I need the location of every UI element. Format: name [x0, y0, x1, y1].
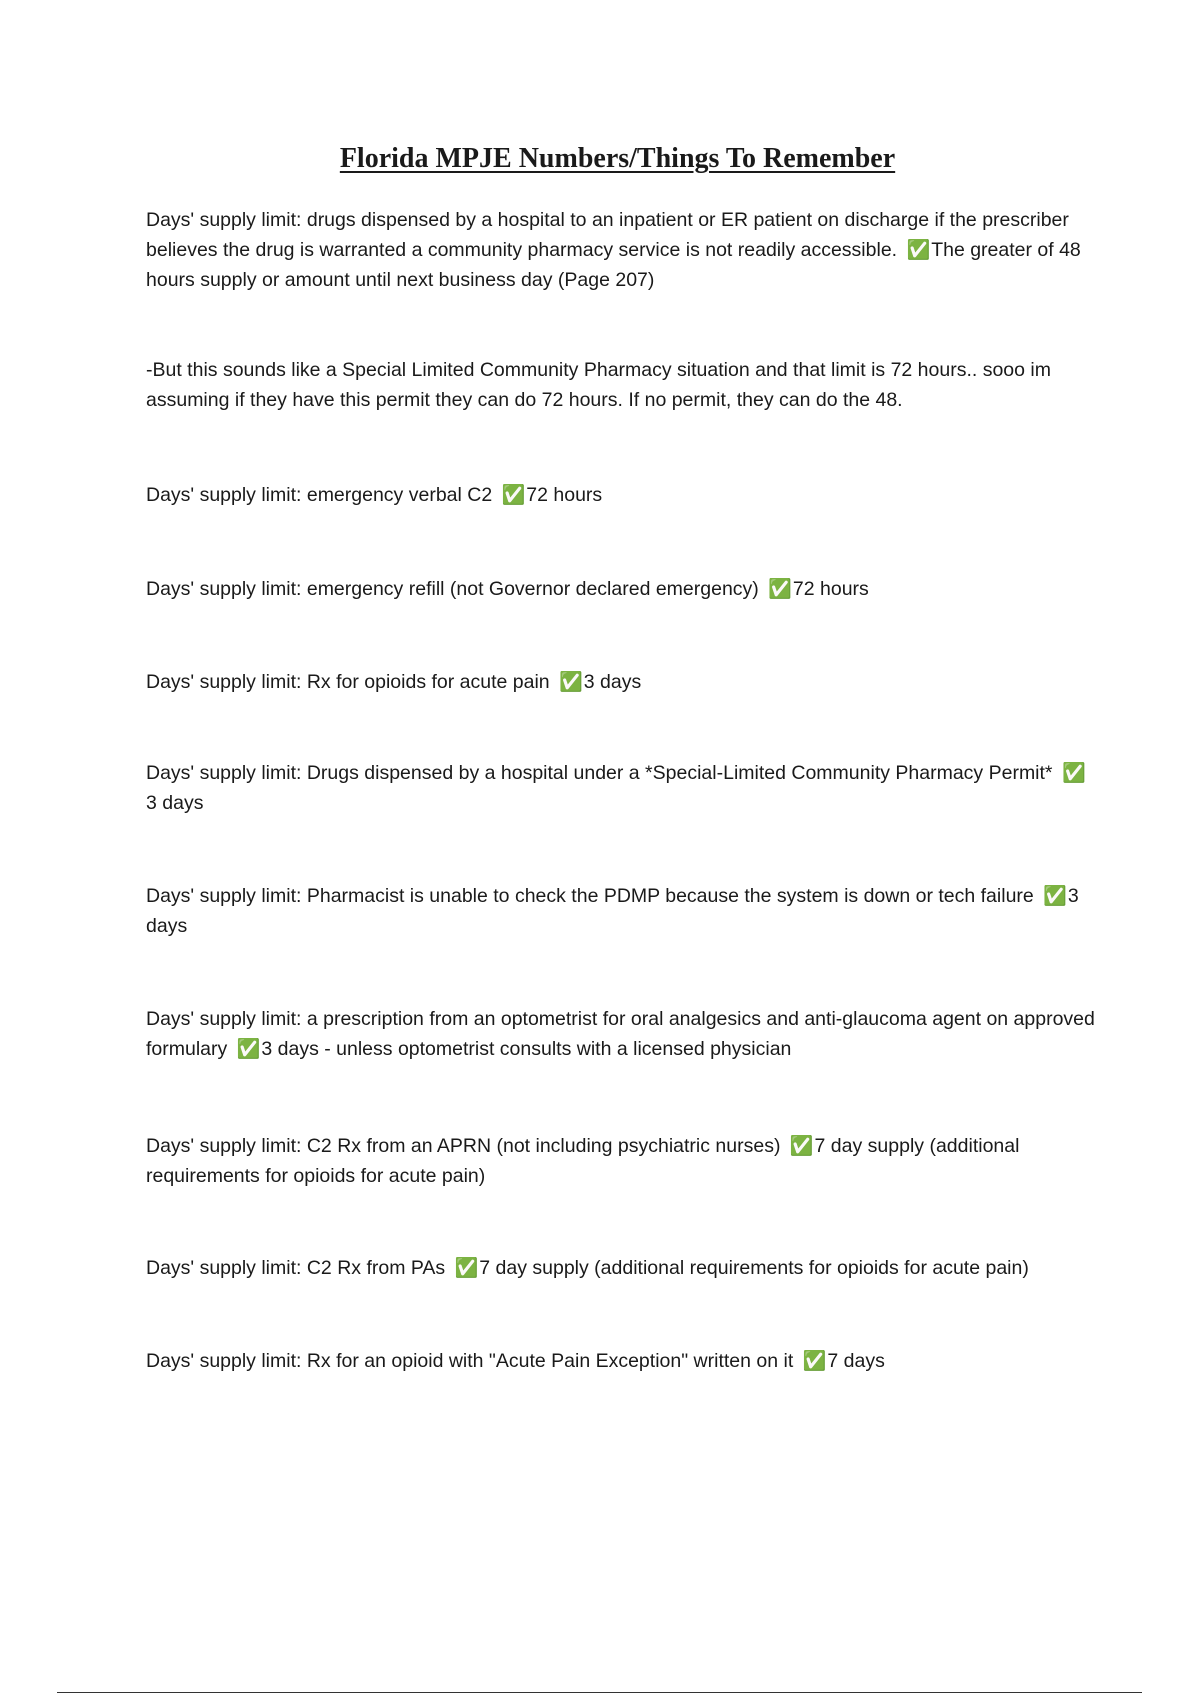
- check-mark-icon: [502, 480, 526, 510]
- entry-question: Days' supply limit: emergency refill (not Governor declared emergency): [146, 578, 759, 600]
- check-mark-icon: [790, 1131, 814, 1161]
- entry-question: Days' supply limit: Pharmacist is unable to check the PDMP because the system is down or tech failure: [146, 885, 1034, 907]
- check-mark-icon: [768, 574, 792, 604]
- flashcard-entry: [146, 480, 1096, 510]
- entry-answer: The greater of 48 hours supply or amount until next business day (Page 207): [146, 239, 1081, 291]
- check-mark-icon: [559, 667, 583, 697]
- entry-question: Days' supply limit: Drugs dispensed by a hospital under a *Special-Limited Community Pharmacy Permit*: [146, 762, 1053, 784]
- entry-answer: 3 days: [146, 885, 1079, 937]
- check-mark-icon: [907, 235, 931, 265]
- flashcard-entry: [146, 205, 1096, 295]
- note-paragraph: [146, 355, 1096, 415]
- entry-answer: 72 hours: [792, 578, 869, 600]
- entry-question: Days' supply limit: C2 Rx from an APRN (not including psychiatric nurses): [146, 1135, 781, 1157]
- check-mark-icon: [1062, 758, 1086, 788]
- document-title: Florida MPJE Numbers/Things To Remember: [339, 143, 896, 174]
- check-mark-icon: [237, 1034, 261, 1064]
- entry-question: Days' supply limit: emergency verbal C2: [146, 484, 493, 506]
- flashcard-entry: [146, 1004, 1096, 1064]
- check-mark-icon: [1043, 881, 1067, 911]
- entry-question: Days' supply limit: drugs dispensed by a hospital to an inpatient or ER patient on discharge if the prescriber believes the drug is warranted a community pharmacy service is not readily accessible.: [146, 209, 1069, 261]
- flashcard-entry: [146, 881, 1096, 941]
- entry-answer: 3 days - unless optometrist consults with a licensed physician: [261, 1038, 792, 1060]
- note-text: -But this sounds like a Special Limited Community Pharmacy situation and that limit is 72 hours.. sooo im assuming if they have this permit they can do 72 hours. If no permit, they can do the 48.: [146, 359, 1051, 411]
- entry-answer: 7 day supply (additional requirements for opioids for acute pain): [146, 1135, 1020, 1187]
- entry-answer: 7 day supply (additional requirements for opioids for acute pain): [479, 1257, 1029, 1279]
- flashcard-entry: [146, 1131, 1096, 1191]
- flashcard-entry: [146, 667, 1096, 697]
- entry-answer: 3 days: [583, 671, 642, 693]
- flashcard-entry: [146, 758, 1096, 818]
- flashcard-entry: [146, 1346, 1096, 1376]
- footer-divider: [57, 1692, 1142, 1693]
- entry-answer: 7 days: [827, 1350, 885, 1372]
- entry-question: Days' supply limit: Rx for opioids for acute pain: [146, 671, 550, 693]
- check-mark-icon: [803, 1346, 827, 1376]
- entry-answer: 3 days: [146, 792, 204, 814]
- entry-question: Days' supply limit: Rx for an opioid with "Acute Pain Exception" written on it: [146, 1350, 794, 1372]
- entry-question: Days' supply limit: C2 Rx from PAs: [146, 1257, 446, 1279]
- flashcard-entry: [146, 1253, 1096, 1283]
- flashcard-entry: [146, 574, 1096, 604]
- entry-question: Days' supply limit: a prescription from an optometrist for oral analgesics and anti-glaucoma agent on approved formulary: [146, 1008, 1095, 1060]
- entry-answer: 72 hours: [526, 484, 603, 506]
- check-mark-icon: [455, 1253, 479, 1283]
